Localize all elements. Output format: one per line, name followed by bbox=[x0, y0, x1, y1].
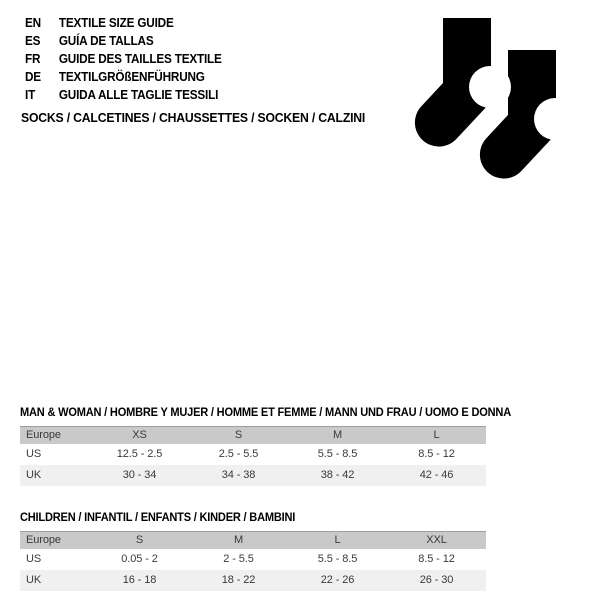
header-cell-region: Europe bbox=[20, 532, 90, 549]
language-row-fr bbox=[25, 50, 222, 68]
language-code: EN bbox=[25, 16, 41, 30]
socks-icon bbox=[403, 18, 583, 193]
heel-circle bbox=[534, 98, 576, 140]
header-cell-size: S bbox=[90, 532, 189, 549]
heel-circle bbox=[469, 66, 511, 108]
language-row-it bbox=[25, 86, 222, 104]
header-cell-size: L bbox=[288, 532, 387, 549]
size-value: 2 - 5.5 bbox=[223, 553, 254, 565]
size-value: 42 - 46 bbox=[419, 469, 454, 481]
language-row-de bbox=[25, 68, 222, 86]
man-woman-size-table bbox=[20, 426, 486, 486]
children-size-table bbox=[20, 531, 486, 591]
language-title: TEXTILGRÖßENFÜHRUNG bbox=[58, 70, 205, 84]
language-title-list bbox=[25, 14, 222, 104]
language-title: GUÍA DE TALLAS bbox=[58, 34, 154, 48]
size-value: 5.5 - 8.5 bbox=[317, 553, 358, 565]
header-cell-size: XXL bbox=[387, 532, 486, 549]
language-code: DE bbox=[25, 70, 41, 84]
size-value: 38 - 42 bbox=[320, 469, 355, 481]
row-label: US bbox=[26, 553, 42, 565]
man-woman-table-title: MAN & WOMAN / HOMBRE Y MUJER / HOMME ET FEMME / MANN UND FRAU / UOMO E DONNA bbox=[20, 407, 511, 419]
size-value: 22 - 26 bbox=[320, 574, 355, 586]
size-value: 5.5 - 8.5 bbox=[317, 448, 358, 460]
size-value: 12.5 - 2.5 bbox=[116, 448, 163, 460]
language-row-en bbox=[25, 14, 222, 32]
language-title: TEXTILE SIZE GUIDE bbox=[58, 16, 174, 30]
size-value: 34 - 38 bbox=[221, 469, 256, 481]
size-value: 0.05 - 2 bbox=[121, 553, 158, 565]
row-label: UK bbox=[26, 469, 42, 481]
table-row-us bbox=[20, 444, 486, 465]
table-row-uk bbox=[20, 465, 486, 486]
size-value: 30 - 34 bbox=[122, 469, 157, 481]
size-value: 2.5 - 5.5 bbox=[218, 448, 259, 460]
size-value: 8.5 - 12 bbox=[418, 448, 455, 460]
table-row-uk bbox=[20, 570, 486, 591]
table-row-us bbox=[20, 549, 486, 570]
language-code: IT bbox=[25, 88, 36, 102]
language-code: FR bbox=[25, 52, 41, 66]
size-value: 8.5 - 12 bbox=[418, 553, 455, 565]
table-header-row bbox=[20, 427, 486, 444]
table-header-row bbox=[20, 532, 486, 549]
size-value: 16 - 18 bbox=[122, 574, 157, 586]
size-value: 26 - 30 bbox=[419, 574, 454, 586]
header-cell-size: L bbox=[387, 427, 486, 444]
header-cell-size: XS bbox=[90, 427, 189, 444]
header-cell-region: Europe bbox=[20, 427, 90, 444]
header-cell-size: M bbox=[288, 427, 387, 444]
children-size-section bbox=[20, 512, 486, 591]
man-woman-size-section bbox=[20, 407, 511, 486]
language-row-es bbox=[25, 32, 222, 50]
language-code: ES bbox=[25, 34, 41, 48]
header-cell-size: S bbox=[189, 427, 288, 444]
size-value: 18 - 22 bbox=[221, 574, 256, 586]
header-cell-size: M bbox=[189, 532, 288, 549]
language-title: GUIDA ALLE TAGLIE TESSILI bbox=[58, 88, 219, 102]
row-label: UK bbox=[26, 574, 42, 586]
language-title: GUIDE DES TAILLES TEXTILE bbox=[58, 52, 222, 66]
row-label: US bbox=[26, 448, 42, 460]
children-table-title: CHILDREN / INFANTIL / ENFANTS / KINDER / BAMBINI bbox=[20, 512, 296, 524]
category-line: SOCKS / CALCETINES / CHAUSSETTES / SOCKEN / CALZINI bbox=[21, 110, 366, 125]
